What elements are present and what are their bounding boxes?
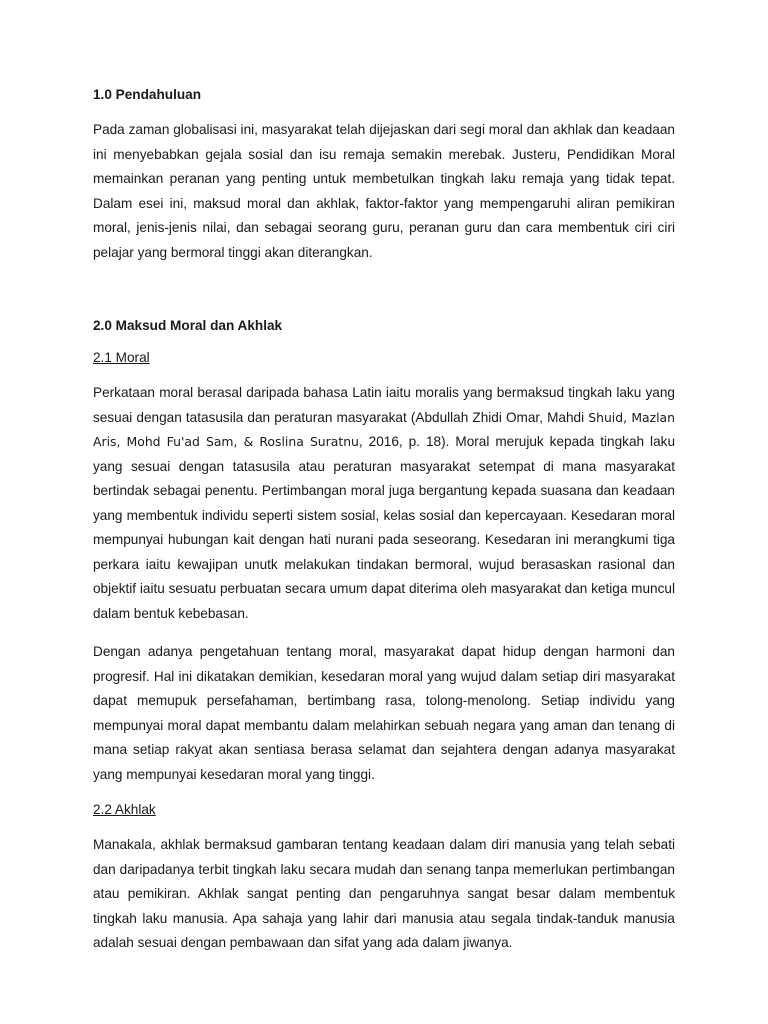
moral-paragraph-1 [93,381,675,626]
section-2-heading: 2.0 Maksud Moral dan Akhlak [93,318,283,333]
moral-paragraph-1-text-start: Perkataan moral berasal daripada bahasa Latin iaitu moralis yang bermaksud tingkah laku yang sesuai dengan tatasusila dan peraturan masyarakat (Abdullah Zhidi Omar, Mahdi [93,385,675,425]
subsection-moral-heading: 2.1 Moral [93,350,150,365]
moral-paragraph-2: Dengan adanya pengetahuan tentang moral, masyarakat dapat hidup dengan harmoni dan progresif. Hal ini dikatakan demikian, kesedaran moral yang wujud dalam setiap diri masyarakat dapat memupuk persefahaman, bertimbang rasa, tolong-menolong. Setiap individu yang mempunyai moral dapat membantu dalam melahirkan sebuah negara yang aman dan tenang di mana setiap rakyat akan sentiasa berasa selamat dan sejahtera dengan adanya masyarakat yang mempunyai kesedaran moral yang tinggi. [93,644,675,782]
document-page [93,86,675,956]
citation-authors: Shuid, Mazlan Aris, Mohd Fu'ad Sam, & Roslina Suratnu [93,409,675,449]
introduction-paragraph: Pada zaman globalisasi ini, masyarakat telah dijejaskan dari segi moral dan akhlak dan keadaan ini menyebabkan gejala sosial dan isu remaja semakin merebak. Justeru, Pendidikan Moral memainkan peranan yang penting untuk membetulkan tingkah laku remaja yang tidak tepat. Dalam esei ini, maksud moral dan akhlak, faktor-faktor yang mempengaruhi aliran pemikiran moral, jenis-jenis nilai, dan sebagai seorang guru, peranan guru dan cara membentuk ciri ciri pelajar yang bermoral tinggi akan diterangkan. [93,122,675,260]
subsection-akhlak-heading: 2.2 Akhlak [93,802,156,817]
section-1-heading: 1.0 Pendahuluan [93,87,202,102]
moral-paragraph-1-text-end: , 2016, p. 18). Moral merujuk kepada tingkah laku yang sesuai dengan tatasusila atau peraturan masyarakat setempat di mana masyarakat bertindak sebagai penentu. Pertimbangan moral juga bergantung kepada suasana dan keadaan yang membentuk individu seperti sistem sosial, kelas sosial dan kepercayaan. Kesedaran moral mempunyai hubungan kait dengan hati nurani pada seseorang. Kesedaran ini merangkumi tiga perkara iaitu kewajipan unutk melakukan tindakan bermoral, wujud berasaskan rasional dan objektif iaitu sesuatu perbuatan secara umum dapat diterima oleh masyarakat dan ketiga muncul dalam bentuk kebebasan. [93,434,675,621]
akhlak-paragraph-1: Manakala, akhlak bermaksud gambaran tentang keadaan dalam diri manusia yang telah sebati dan daripadanya terbit tingkah laku secara mudah dan senang tanpa memerlukan pertimbangan atau pemikiran. Akhlak sangat penting dan pengaruhnya sangat besar dalam membentuk tingkah laku manusia. Apa sahaja yang lahir dari manusia atau segala tindak-tanduk manusia adalah sesuai dengan pembawaan dan sifat yang ada dalam jiwanya. [93,837,675,950]
